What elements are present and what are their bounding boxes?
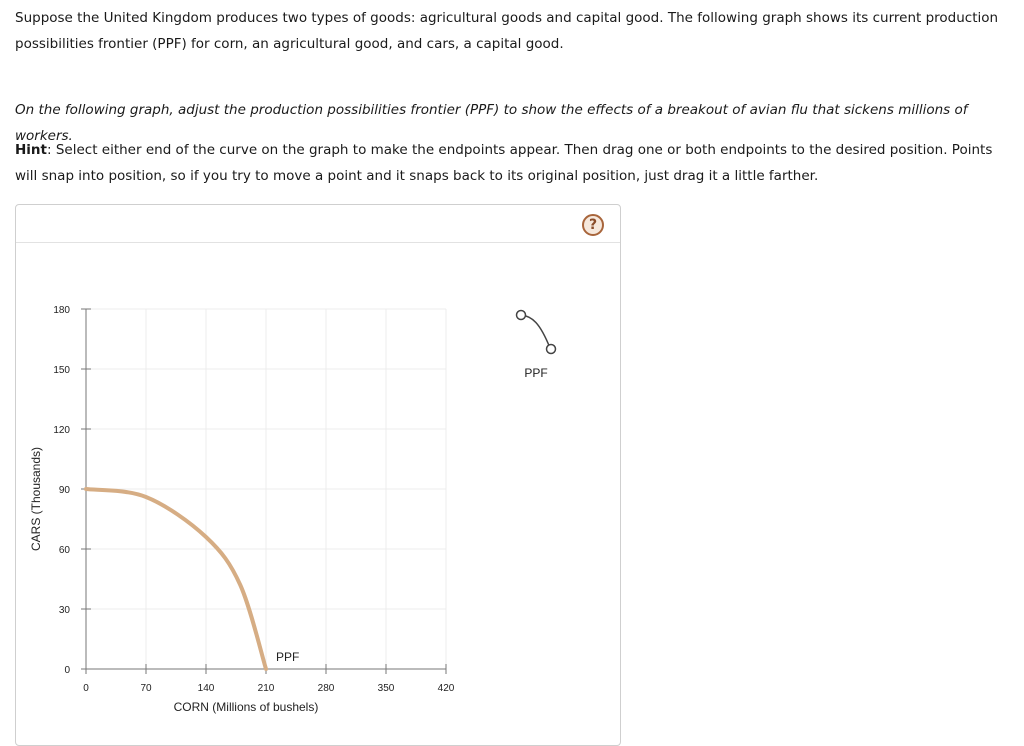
x-tick-label: 70 — [140, 683, 152, 694]
ppf-curve-label: PPF — [276, 650, 300, 664]
y-tick-label: 30 — [58, 605, 70, 616]
curve-tool-end-point[interactable] — [547, 345, 556, 354]
ppf-graph[interactable] — [16, 205, 620, 745]
axes — [81, 309, 446, 674]
ppf-curve[interactable] — [86, 489, 266, 669]
question-intro: Suppose the United Kingdom produces two types of goods: agricultural goods and capital good. The following graph shows its current production possibilities frontier (PPF) for corn, an agricultural good, and cars, a capital good. — [15, 10, 999, 52]
curve-tool-start-point[interactable] — [517, 311, 526, 320]
x-tick-label: 420 — [437, 683, 455, 694]
curve-tool-icon[interactable] — [517, 311, 556, 354]
curve-tool-line — [521, 315, 550, 348]
y-tick-label: 0 — [64, 665, 70, 676]
question-circle-icon[interactable]: ? — [582, 214, 604, 236]
tick-labels — [53, 305, 454, 694]
y-tick-label: 150 — [53, 365, 70, 376]
question-instruction: On the following graph, adjust the production possibilities frontier (PPF) to show the effects of a breakout of avian flu that sickens millions of workers. — [15, 102, 968, 144]
x-tick-label: 350 — [377, 683, 395, 694]
x-tick-label: 0 — [83, 683, 89, 694]
hint-label: Hint — [15, 142, 47, 158]
y-tick-label: 90 — [58, 485, 70, 496]
y-tick-label: 60 — [58, 545, 70, 556]
graph-panel — [15, 204, 621, 746]
grid — [86, 309, 446, 669]
x-tick-label: 210 — [257, 683, 275, 694]
y-tick-label: 180 — [53, 305, 70, 316]
ppf-palette-tool[interactable] — [517, 311, 556, 381]
x-axis-label: CORN (Millions of bushels) — [173, 700, 319, 714]
hint-paragraph — [15, 137, 1015, 189]
x-tick-label: 140 — [197, 683, 215, 694]
x-tick-label: 280 — [317, 683, 335, 694]
y-axis-label: CARS (Thousands) — [29, 446, 43, 552]
hint-text: : Select either end of the curve on the graph to make the endpoints appear. Then drag one or both endpoints to the desired position. Points will snap into position, so if you try to move a point and it snaps back to its original position, just drag it a little farther. — [15, 142, 993, 184]
y-tick-label: 120 — [53, 425, 70, 436]
curve-tool-label: PPF — [524, 366, 548, 380]
